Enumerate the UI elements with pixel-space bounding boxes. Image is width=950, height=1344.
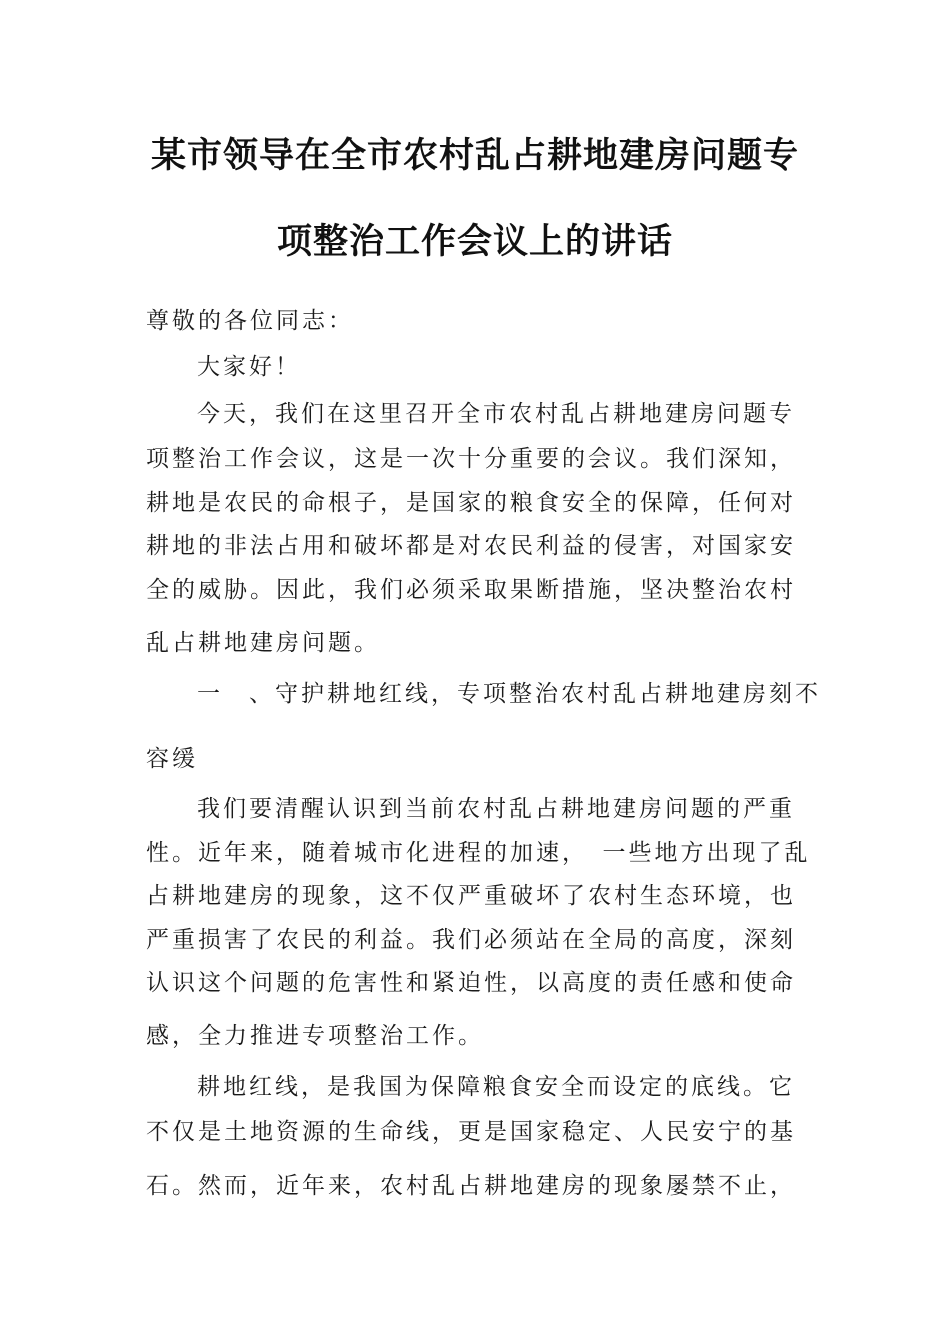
section-heading: 容缓: [146, 746, 198, 772]
paragraph-line: 今天，我们在这里召开全市农村乱占耕地建房问题专: [197, 401, 795, 427]
salutation: 尊敬的各位同志：: [146, 308, 354, 334]
paragraph-line: 石。然而，近年来，农村乱占耕地建房的现象屡禁不止，: [146, 1173, 796, 1199]
paragraph-line: 性。近年来，随着城市化进程的加速， 一些地方出现了乱: [146, 840, 811, 866]
paragraph-line: 严重损害了农民的利益。我们必须站在全局的高度，深刻: [146, 927, 796, 953]
paragraph-line: 乱占耕地建房问题。: [146, 630, 380, 656]
paragraph-line: 耕地是农民的命根子，是国家的粮食安全的保障，任何对: [146, 490, 796, 516]
paragraph-line: 不仅是土地资源的生命线，更是国家稳定、人民安宁的基: [146, 1119, 796, 1145]
paragraph-line: 感，全力推进专项整治工作。: [146, 1023, 484, 1049]
paragraph-line: 我们要清醒认识到当前农村乱占耕地建房问题的严重: [197, 796, 795, 822]
paragraph-line: 占耕地建房的现象，这不仅严重破坏了农村生态环境，也: [146, 883, 796, 909]
section-heading: 一 、守护耕地红线，专项整治农村乱占耕地建房刻不: [197, 681, 821, 707]
paragraph-line: 全的威胁。因此，我们必须采取果断措施，坚决整治农村: [146, 577, 796, 603]
document-title-line-2: 项整治工作会议上的讲话: [276, 222, 673, 262]
paragraph-line: 耕地红线，是我国为保障粮食安全而设定的底线。它: [197, 1074, 795, 1100]
paragraph-line: 项整治工作会议，这是一次十分重要的会议。我们深知，: [146, 446, 796, 472]
paragraph-line: 耕地的非法占用和破坏都是对农民利益的侵害，对国家安: [146, 533, 796, 559]
document-title-line-1: 某市领导在全市农村乱占耕地建房问题专: [150, 136, 799, 176]
paragraph-line: 认识这个问题的危害性和紧迫性，以高度的责任感和使命: [146, 970, 796, 996]
greeting: 大家好！: [197, 354, 301, 380]
